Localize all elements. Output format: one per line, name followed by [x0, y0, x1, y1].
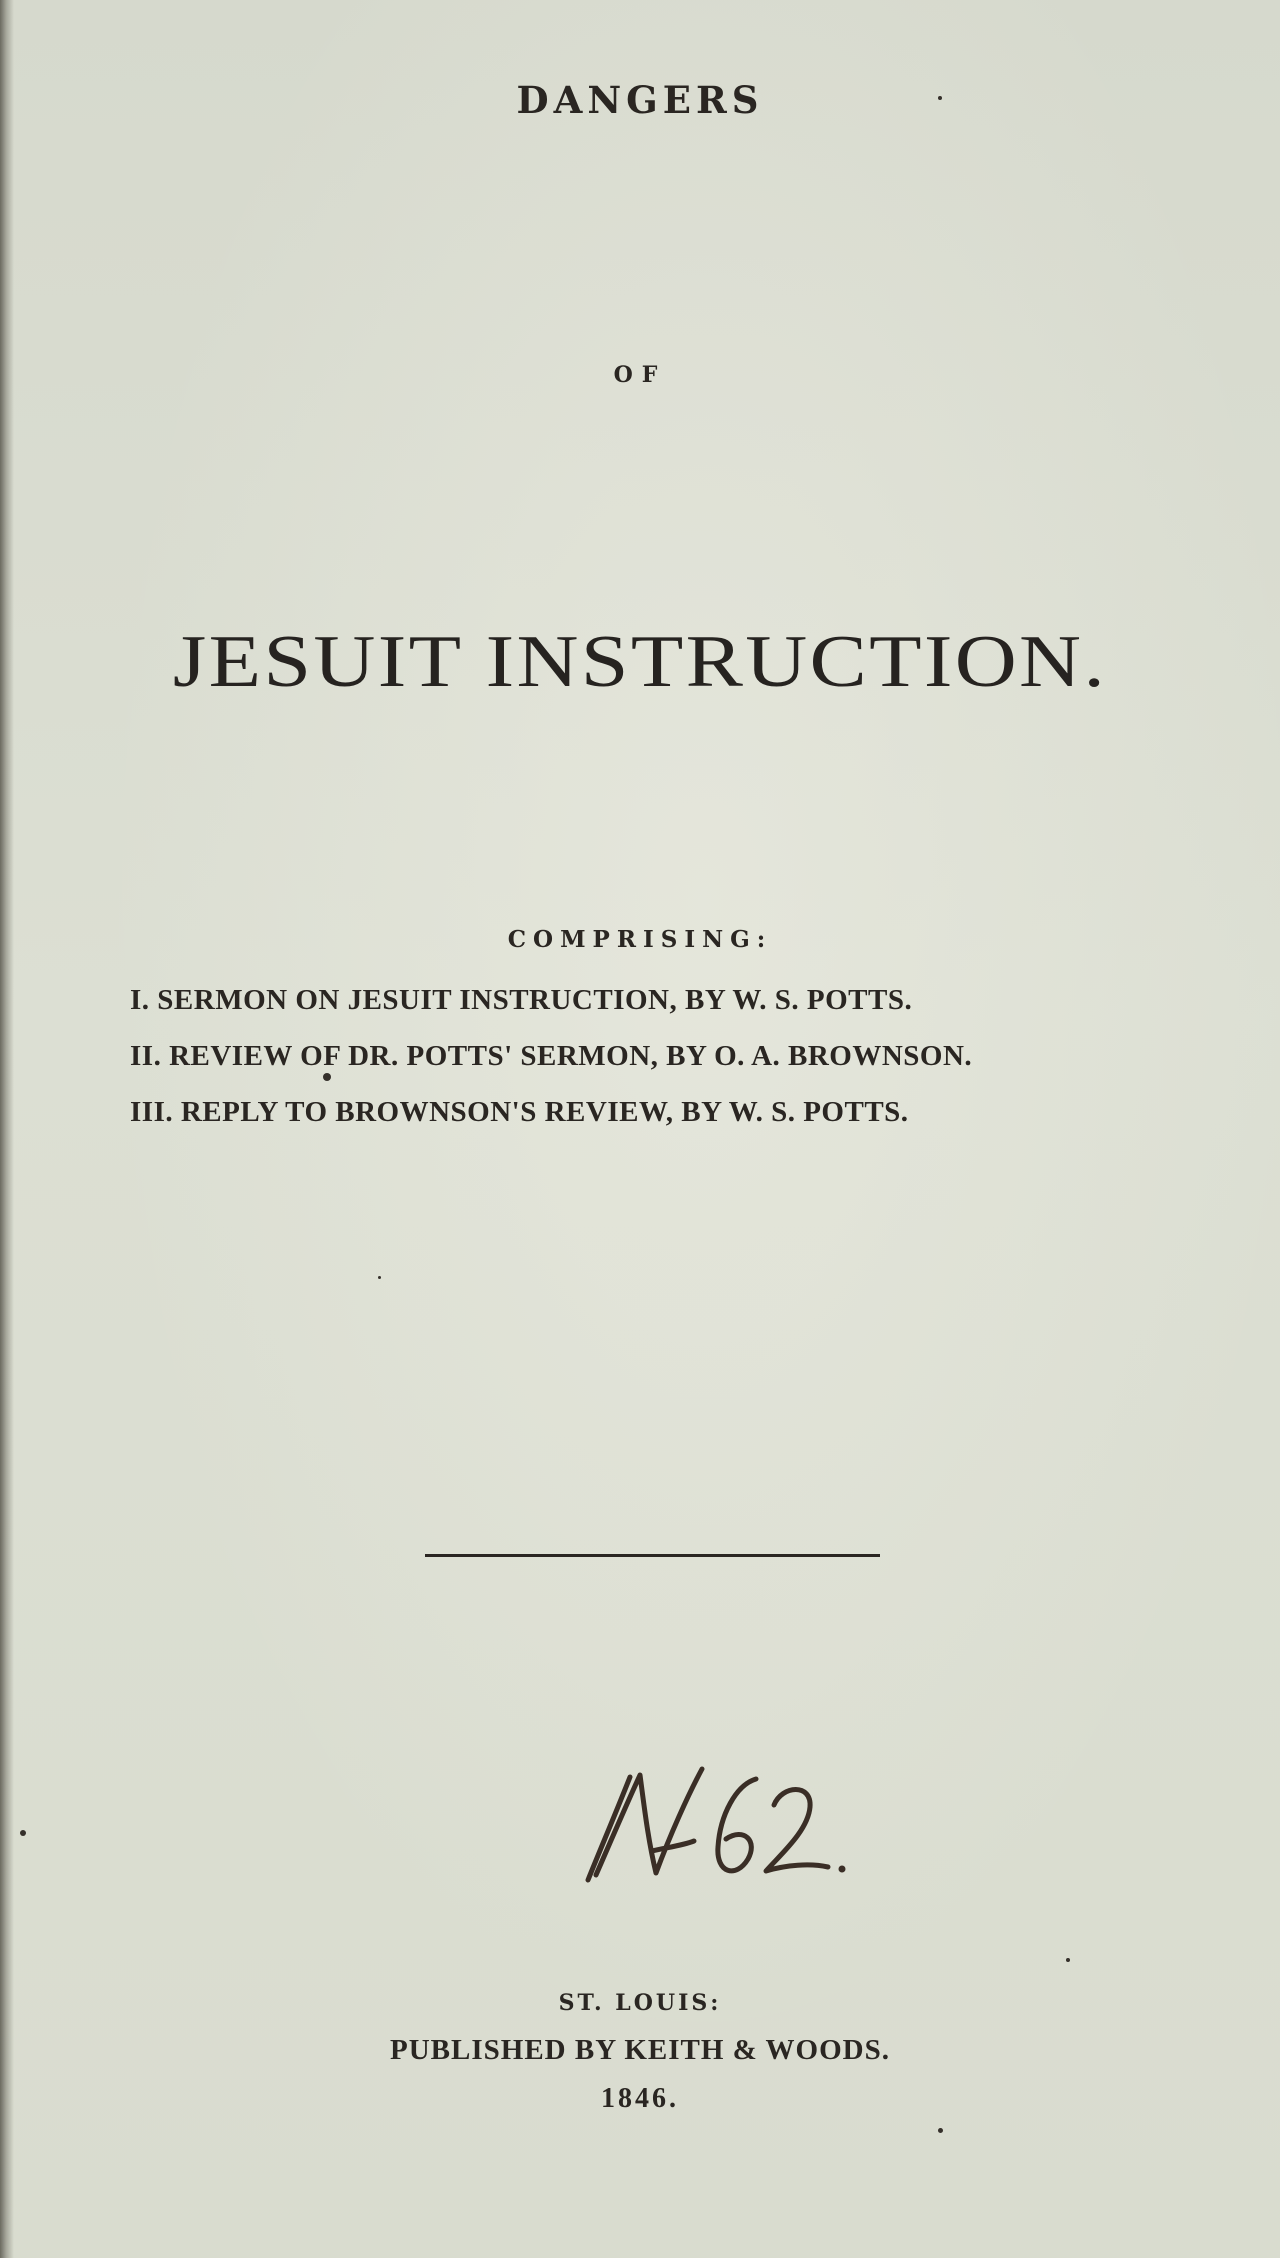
divider-rule — [425, 1554, 880, 1557]
title-heading-line2: OF — [613, 362, 667, 388]
ink-speck — [938, 96, 942, 100]
ink-speck — [378, 1276, 381, 1279]
main-title: JESUIT INSTRUCTION. — [172, 621, 1108, 703]
contents-item: II. REVIEW OF DR. POTTS' SERMON, BY O. A. BROWNSON. — [130, 1040, 973, 1072]
ink-speck — [1066, 1958, 1070, 1962]
imprint-publisher: PUBLISHED BY KEITH & WOODS. — [390, 2034, 890, 2066]
imprint-place: ST. LOUIS: — [558, 1990, 722, 2016]
title-heading-line1: DANGERS — [516, 78, 764, 122]
contents-list — [130, 972, 1190, 1140]
comprising-label: COMPRISING: — [507, 926, 773, 953]
ink-speck — [938, 2128, 943, 2133]
contents-item: I. SERMON ON JESUIT INSTRUCTION, BY W. S. POTTS. — [130, 984, 913, 1016]
page-edge-shadow — [0, 0, 14, 2258]
handwritten-number-mark — [560, 1755, 860, 1895]
ink-speck — [323, 1073, 331, 1081]
imprint-year: 1846. — [601, 2083, 679, 2114]
contents-item: III. REPLY TO BROWNSON'S REVIEW, BY W. S. POTTS. — [130, 1096, 909, 1128]
ink-speck — [20, 1830, 26, 1836]
